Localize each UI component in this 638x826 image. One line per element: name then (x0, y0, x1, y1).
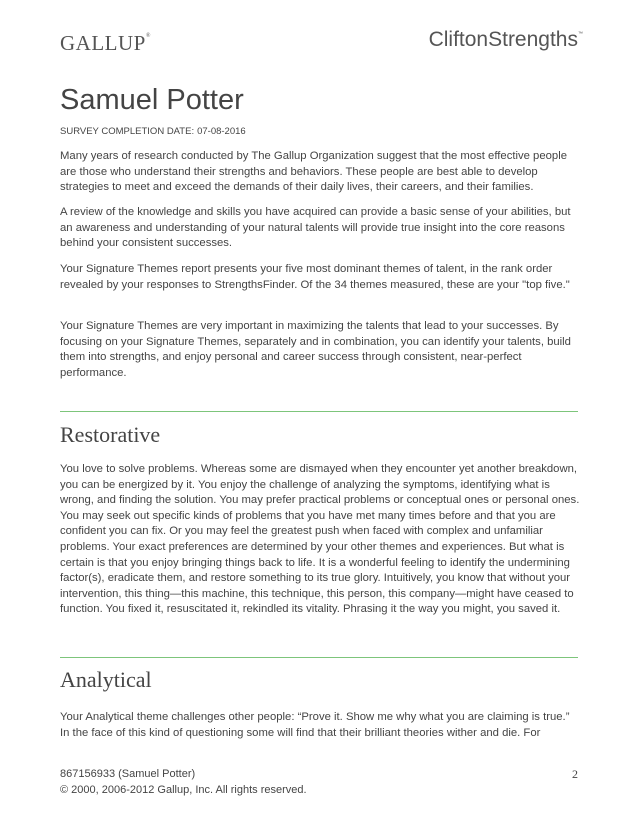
theme-description-restorative: You love to solve problems. Whereas some are dismayed when they encounter yet another breakdown, you can be energized by it. You enjoy the challenge of analyzing the symptoms, identifying what is wrong, and finding the solution. You may prefer practical problems or conceptual ones or personal ones. You may seek out specific kinds of problems that you have met many times before and that you are confident you can fix. Or you may feel the greatest push when faced with complex and unfamiliar problems. Your exact preferences are determined by your other themes and experiences. But what is certain is that you enjoy bringing things back to life. It is a wonderful feeling to identify the undermining factor(s), eradicate them, and restore something to its true glory. Intuitively, you know that without your intervention, this thing—this machine, this technique, this person, this company—might have ceased to function. You fixed it, resuscitated it, rekindled its vitality. Phrasing it the way you might, you saved it. (60, 463, 580, 616)
cliftonstrengths-logo-text: CliftonStrengths (428, 28, 578, 51)
cliftonstrengths-logo (429, 28, 583, 52)
page-header (60, 28, 583, 58)
section-divider (60, 411, 578, 412)
theme-description-analytical: Your Analytical theme challenges other people: “Prove it. Show me why what you are claiming is true.” In the face of this kind of questioning some will find that their brilliant theories wither and die. For (60, 711, 570, 739)
footer-copyright: © 2000, 2006-2012 Gallup, Inc. All rights reserved. (60, 784, 307, 796)
gallup-logo-text: GALLUP (60, 31, 146, 55)
trademark-mark: ™ (578, 31, 583, 37)
completion-label: SURVEY COMPLETION DATE: (60, 126, 195, 137)
intro-paragraph: Your Signature Themes are very important in maximizing the talents that lead to your successes. By focusing on your Signature Themes, separately and in combination, you can identify your talents, build them into strengths, and enjoy personal and career success through consistent, near-perfect performance. (60, 320, 571, 379)
footer-id-line: 867156933 (Samuel Potter) (60, 768, 196, 780)
theme-title-analytical: Analytical (60, 667, 152, 692)
section-divider (60, 657, 578, 658)
intro-paragraph: A review of the knowledge and skills you have acquired can provide a basic sense of your abilities, but an awareness and understanding of your natural talents will provide true insight into the core reasons behind your consistent successes. (60, 206, 571, 250)
theme-title-restorative: Restorative (60, 422, 161, 447)
person-name: Samuel Potter (60, 84, 244, 116)
gallup-logo (60, 31, 151, 56)
page-footer (60, 766, 307, 798)
registered-mark: ® (145, 33, 151, 39)
survey-completion-date (60, 126, 246, 137)
intro-paragraph: Many years of research conducted by The Gallup Organization suggest that the most effective people are those who understand their strengths and behaviors. These people are best able to develop strategies to meet and exceed the demands of their daily lives, their careers, and their families. (60, 150, 567, 194)
intro-paragraph: Your Signature Themes report presents your five most dominant themes of talent, in the rank order revealed by your responses to StrengthsFinder. Of the 34 themes measured, these are your "top five." (60, 263, 570, 291)
page-number: 2 (572, 767, 578, 781)
completion-date-value: 07-08-2016 (197, 126, 246, 137)
